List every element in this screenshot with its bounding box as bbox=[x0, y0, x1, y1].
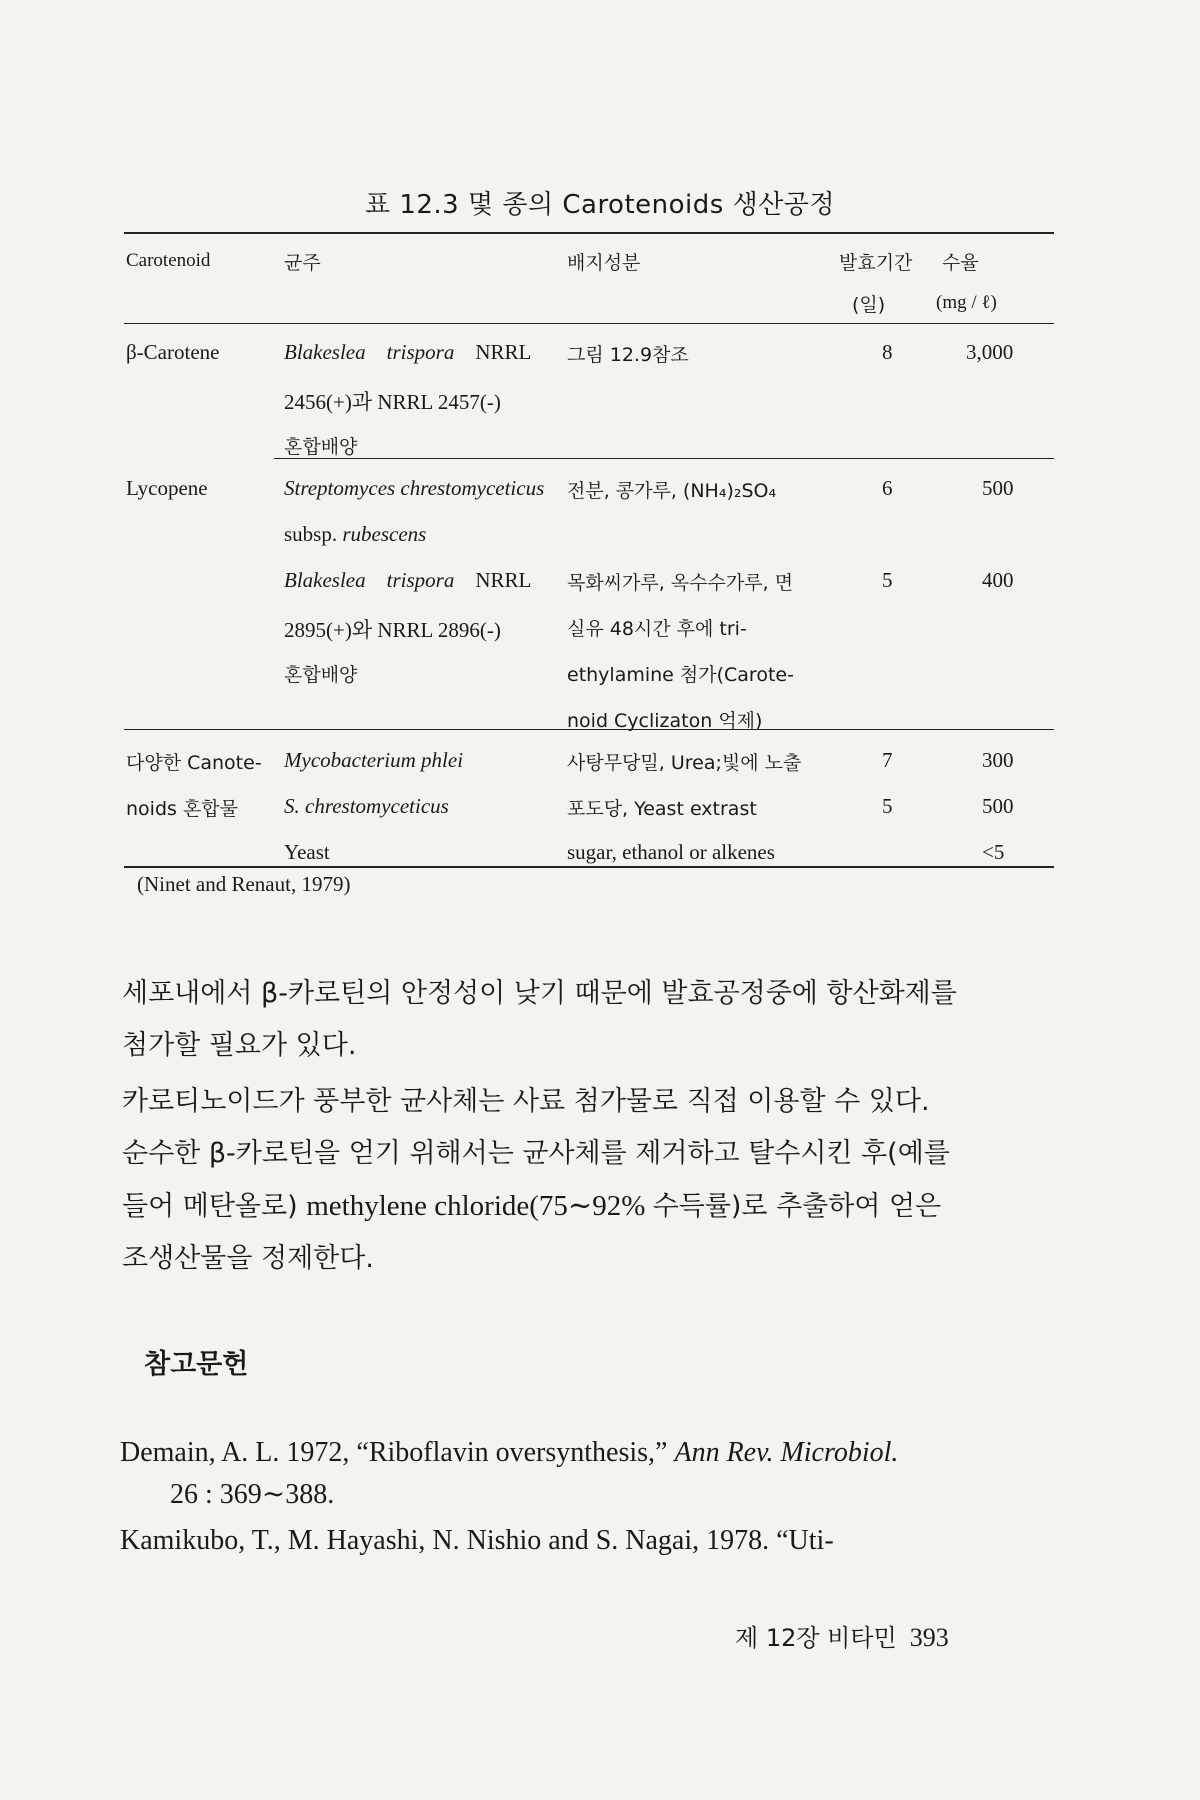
row1-strain-line1: Blakeslea trispora NRRL bbox=[284, 340, 532, 364]
p2-line1: 카로티노이드가 풍부한 균사체는 사료 첨가물로 직접 이용할 수 있다. bbox=[122, 1086, 930, 1117]
table-top-rule bbox=[124, 232, 1054, 234]
row1-strain-line3: 혼합배양 bbox=[284, 436, 358, 458]
row2-carotenoid: Lycopene bbox=[126, 476, 208, 500]
row1-rule bbox=[274, 458, 1054, 459]
row1-medium: 그림 12.9참조 bbox=[567, 344, 689, 366]
row3-medium-line1: 목화씨가루, 옥수수가루, 면 bbox=[567, 572, 794, 594]
body-paragraph-2 bbox=[122, 1076, 1002, 1285]
row3-yield: 400 bbox=[982, 568, 1014, 592]
row5-strain: S. chrestomyceticus bbox=[284, 794, 449, 818]
row1-carotenoid: β-Carotene bbox=[126, 340, 220, 364]
row1-strain-line2: 2456(+)과 NRRL 2457(-) bbox=[284, 390, 501, 414]
table-caption: 표 12.3 몇 종의 Carotenoids 생산공정 bbox=[364, 190, 836, 220]
row2-strain-line2: subsp. rubescens bbox=[284, 522, 427, 546]
body-paragraph-1 bbox=[122, 968, 1002, 1072]
p2-line2: 순수한 β-카로틴을 얻기 위해서는 균사체를 제거하고 탈수시킨 후(예를 bbox=[122, 1138, 950, 1169]
ref1-journal: Ann Rev. Microbiol. bbox=[674, 1437, 899, 1468]
header-period: 발효기간 bbox=[839, 252, 913, 274]
p2-line3-b: methylene chloride(75∼92% bbox=[306, 1190, 653, 1222]
table-bottom-rule bbox=[124, 866, 1054, 868]
header-carotenoid: Carotenoid bbox=[126, 250, 211, 271]
header-period-unit: (일) bbox=[852, 294, 886, 316]
p2-line3 bbox=[122, 1180, 1002, 1233]
row3-period: 5 bbox=[882, 568, 893, 592]
header-yield: 수율 bbox=[942, 252, 979, 274]
row2-medium: 전분, 콩가루, (NH₄)₂SO₄ bbox=[567, 480, 777, 502]
row4-period: 7 bbox=[882, 748, 893, 772]
references-title: 참고문헌 bbox=[144, 1349, 249, 1380]
header-yield-unit: (mg / ℓ) bbox=[936, 292, 997, 313]
page-footer bbox=[735, 1618, 949, 1653]
ref1-main: Demain, A. L. 1972, “Riboflavin oversynthesis,” bbox=[120, 1437, 675, 1468]
header-strain: 균주 bbox=[284, 252, 321, 274]
footer-chapter: 제 12장 비타민 bbox=[735, 1624, 897, 1652]
row3-medium-line2: 실유 48시간 후에 tri- bbox=[567, 618, 747, 640]
row2-period: 6 bbox=[882, 476, 893, 500]
p2-line4: 조생산물을 정제한다. bbox=[122, 1243, 374, 1274]
row3-medium-line3: ethylamine 첨가(Carote- bbox=[567, 664, 794, 686]
row3-strain-line2: 2895(+)와 NRRL 2896(-) bbox=[284, 618, 501, 642]
row5-period: 5 bbox=[882, 794, 893, 818]
row1-yield: 3,000 bbox=[966, 340, 1014, 364]
p1-line1: 세포내에서 β-카로틴의 안정성이 낮기 때문에 발효공정중에 항산화제를 bbox=[122, 978, 957, 1009]
row4-strain: Mycobacterium phlei bbox=[284, 748, 464, 772]
reference-1 bbox=[120, 1432, 1020, 1474]
p1-line2: 첨가할 필요가 있다. bbox=[122, 1030, 357, 1061]
row6-strain: Yeast bbox=[284, 840, 330, 864]
row3-medium-line4: noid Cyclizaton 억제) bbox=[567, 710, 763, 732]
row6-yield: <5 bbox=[982, 840, 1005, 864]
header-medium: 배지성분 bbox=[567, 252, 641, 274]
table-source: (Ninet and Renaut, 1979) bbox=[137, 872, 351, 896]
p2-line3-c: 수득률)로 추출하여 얻은 bbox=[652, 1191, 942, 1222]
row3-rule bbox=[124, 729, 1054, 730]
header-rule bbox=[124, 323, 1054, 324]
reference-1-cont: 26 : 369∼388. bbox=[170, 1479, 335, 1510]
row3-strain-line3: 혼합배양 bbox=[284, 664, 358, 686]
row4-carotenoid-line1: 다양한 Canote- bbox=[126, 752, 262, 774]
row4-carotenoid-line2: noids 혼합물 bbox=[126, 798, 239, 820]
p2-line3-a: 들어 메탄올로) bbox=[122, 1191, 307, 1222]
row6-medium: sugar, ethanol or alkenes bbox=[567, 840, 775, 864]
row3-strain-line1: Blakeslea trispora NRRL bbox=[284, 568, 532, 592]
row4-medium: 사탕무당밀, Urea;빛에 노출 bbox=[567, 752, 802, 774]
footer-page-number: 393 bbox=[909, 1623, 949, 1652]
reference-2: Kamikubo, T., M. Hayashi, N. Nishio and S. Nagai, 1978. “Uti- bbox=[120, 1525, 834, 1556]
row1-period: 8 bbox=[882, 340, 893, 364]
row4-yield: 300 bbox=[982, 748, 1014, 772]
row5-medium: 포도당, Yeast extrast bbox=[567, 798, 757, 820]
row5-yield: 500 bbox=[982, 794, 1014, 818]
row2-strain-line1: Streptomyces chrestomyceticus bbox=[284, 476, 545, 500]
row2-yield: 500 bbox=[982, 476, 1014, 500]
